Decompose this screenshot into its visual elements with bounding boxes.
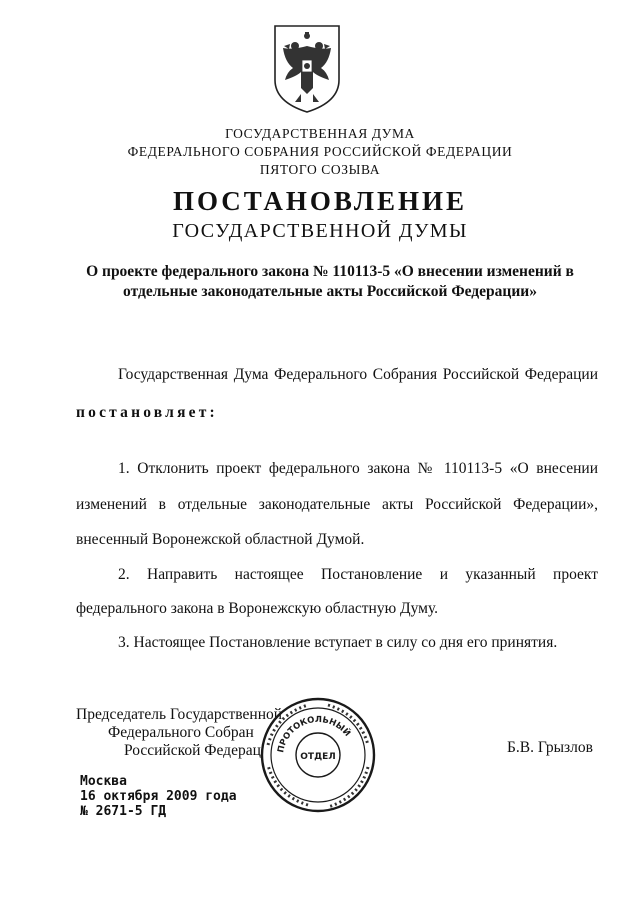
issuer-line-2: ФЕДЕРАЛЬНОГО СОБРАНИЯ РОССИЙСКОЙ ФЕДЕРАЦИИ — [127, 144, 513, 159]
document-subject — [80, 262, 580, 302]
subject-line-2: отдельные законодательные акты Российской Федерации» — [123, 283, 537, 300]
coat-of-arms-emblem — [271, 22, 343, 116]
document-subtitle: ГОСУДАРСТВЕННОЙ ДУМЫ — [172, 220, 468, 242]
item-1-line-3: внесенный Воронежской областной Думой. — [76, 531, 365, 548]
double-headed-eagle-icon — [271, 22, 343, 116]
stamp-center-text: ОТДЕЛ — [300, 752, 336, 762]
round-seal-icon — [258, 695, 378, 815]
item-2-line-2: федерального закона в Воронежскую областную Думу. — [76, 600, 439, 617]
issuer-line-1: ГОСУДАРСТВЕННАЯ ДУМА — [225, 126, 415, 141]
subject-line-1: О проекте федерального закона № 110113-5 «О внесении изменений в — [86, 263, 574, 280]
official-seal-stamp — [258, 695, 378, 815]
resolves-word: постановляет: — [76, 404, 218, 421]
item-2-line-1: 2. Направить настоящее Постановление и указанный проект — [118, 566, 598, 583]
document-number: № 2671-5 ГД — [80, 804, 167, 819]
date: 16 октября 2009 года — [80, 789, 237, 804]
svg-text:ПРОТОКОЛЬНЫЙ — [276, 715, 353, 754]
item-1-line-1: 1. Отклонить проект федерального закона № 110113-5 «О внесении — [118, 460, 598, 477]
document-title: ПОСТАНОВЛЕНИЕ — [172, 186, 468, 216]
preamble: Государственная Дума Федерального Собрания Российской Федерации — [118, 366, 598, 383]
issuer-line-3: ПЯТОГО СОЗЫВА — [259, 162, 381, 177]
item-3-line-1: 3. Настоящее Постановление вступает в силу со дня его принятия. — [118, 634, 558, 651]
item-1-line-2: изменений в отдельные законодательные акты Российской Федерации», — [76, 496, 598, 513]
signature-position-line-1: Председатель Государственной — [76, 706, 283, 723]
stamp-top-text: ПРОТОКОЛЬНЫЙ — [276, 714, 353, 754]
signature-position-line-3: Российской Федерац — [124, 742, 261, 759]
city: Москва — [80, 774, 127, 789]
signatory-name: Б.В. Грызлов — [507, 739, 593, 756]
signature-position-line-2: Федерального Собран — [108, 724, 254, 741]
